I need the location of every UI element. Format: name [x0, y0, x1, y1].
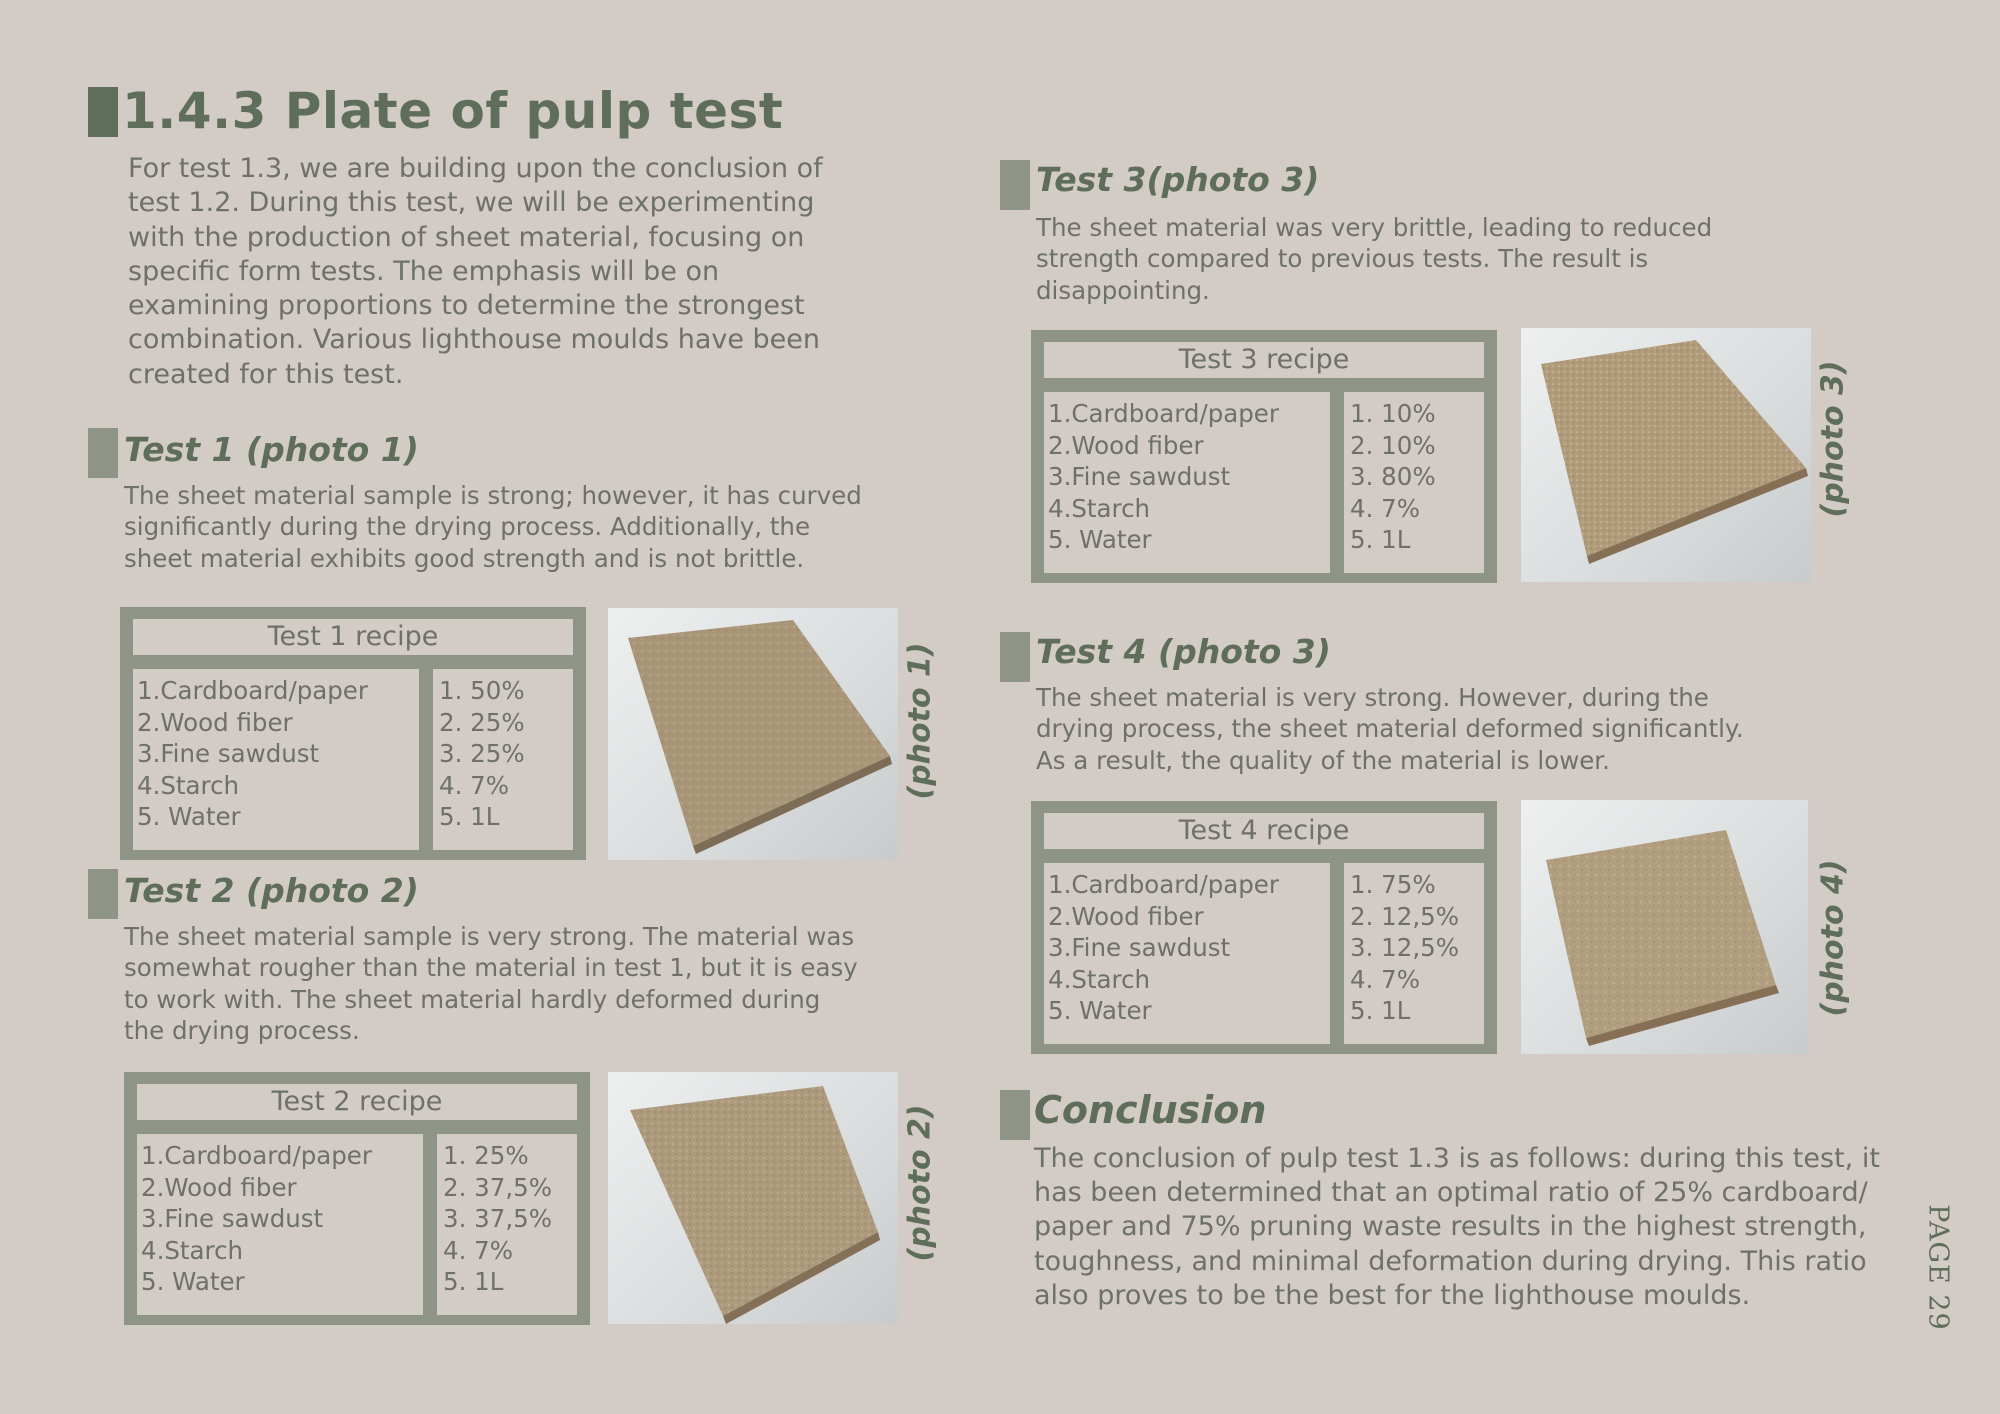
- intro-line: examining proportions to determine the strongest: [128, 290, 805, 322]
- test-2-photo-label: (photo 2): [902, 1104, 938, 1262]
- amount: 2. 12,5%: [1350, 901, 1459, 931]
- intro-line: For test 1.3, we are building upon the conclusion of: [128, 153, 823, 184]
- text-line: disappointing.: [1036, 275, 1210, 305]
- ingredient: 1.Cardboard/paper: [141, 1141, 372, 1170]
- test-2-recipe-table: [124, 1072, 590, 1325]
- test-4-marker: [1000, 632, 1030, 682]
- amount: 5. 1L: [1350, 996, 1411, 1025]
- text-line: drying process, the sheet material deformed significantly.: [1036, 714, 1744, 744]
- intro-line: with the production of sheet material, focusing on: [128, 221, 805, 253]
- test-2-photo: [608, 1072, 898, 1324]
- recipe-title: Test 1 recipe: [133, 619, 573, 655]
- test-1-recipe-table: [120, 607, 586, 860]
- test-4-photo-label: (photo 4): [1815, 859, 1851, 1017]
- test-4-heading: Test 4 (photo 3): [1036, 632, 1331, 671]
- ingredient: 5. Water: [141, 1267, 245, 1296]
- test-4-photo: [1521, 800, 1808, 1054]
- title-marker: [88, 87, 118, 137]
- ingredient: 2.Wood fiber: [137, 707, 293, 737]
- recipe-ingredients: [1044, 392, 1330, 573]
- recipe-ingredients: [133, 669, 419, 850]
- test-3-photo: [1521, 328, 1811, 582]
- test-1-description: [124, 480, 862, 574]
- amount: 5. 1L: [443, 1267, 504, 1296]
- intro-line: combination. Various lighthouse moulds have been: [128, 324, 821, 356]
- text-line: the drying process.: [124, 1015, 360, 1045]
- ingredient: 3.Fine sawdust: [1048, 462, 1231, 491]
- ingredient: 4.Starch: [141, 1235, 244, 1265]
- text-line: The conclusion of pulp test 1.3 is as follows: during this test, it: [1034, 1143, 1880, 1174]
- recipe-ingredients: [137, 1134, 423, 1315]
- text-line: also proves to be the best for the lighthouse moulds.: [1034, 1279, 1751, 1311]
- text-line: somewhat rougher than the material in test 1, but it is easy: [124, 953, 858, 983]
- text-line: has been determined that an optimal ratio of 25% cardboard/: [1034, 1177, 1868, 1209]
- test-3-recipe-table: [1031, 330, 1497, 583]
- test-1-marker: [88, 428, 118, 478]
- test-1-photo: [608, 608, 898, 860]
- text-line: strength compared to previous tests. The result is: [1036, 244, 1649, 274]
- recipe-title: Test 3 recipe: [1044, 342, 1484, 378]
- amount: 2. 25%: [439, 707, 525, 737]
- amount: 5. 1L: [1350, 525, 1411, 554]
- recipe-amounts: [433, 669, 573, 850]
- text-line: to work with. The sheet material hardly deformed during: [124, 984, 821, 1014]
- test-2-description: [124, 921, 858, 1046]
- test-4-recipe-table: [1031, 801, 1497, 1054]
- text-line: The sheet material was very brittle, leading to reduced: [1036, 213, 1713, 242]
- test-3-marker: [1000, 160, 1030, 210]
- ingredient: 3.Fine sawdust: [141, 1204, 324, 1233]
- text-line: The sheet material sample is very strong. The material was: [124, 922, 855, 951]
- test-3-photo-label: (photo 3): [1815, 360, 1851, 518]
- amount: 1. 75%: [1350, 870, 1436, 899]
- test-4-description: [1036, 682, 1744, 776]
- amount: 3. 37,5%: [443, 1204, 552, 1233]
- intro-line: created for this test.: [128, 358, 404, 390]
- conclusion-text: [1034, 1142, 1880, 1313]
- test-3-heading: Test 3(photo 3): [1036, 160, 1320, 199]
- page-number: PAGE 29: [1922, 1204, 1954, 1331]
- intro-line: specific form tests. The emphasis will be on: [128, 255, 720, 287]
- text-line: paper and 75% pruning waste results in the highest strength,: [1034, 1211, 1867, 1243]
- recipe-title: Test 4 recipe: [1044, 813, 1484, 849]
- amount: 5. 1L: [439, 802, 500, 831]
- intro-line: test 1.2. During this test, we will be experimenting: [128, 187, 815, 219]
- ingredient: 5. Water: [1048, 996, 1152, 1025]
- ingredient: 2.Wood fiber: [141, 1172, 297, 1202]
- page-title: 1.4.3 Plate of pulp test: [122, 82, 784, 140]
- recipe-title: Test 2 recipe: [137, 1084, 577, 1120]
- ingredient: 1.Cardboard/paper: [1048, 399, 1279, 428]
- text-line: As a result, the quality of the material is lower.: [1036, 745, 1610, 775]
- ingredient: 5. Water: [1048, 525, 1152, 554]
- amount: 4. 7%: [443, 1235, 514, 1265]
- intro-paragraph: [128, 152, 908, 392]
- text-line: sheet material exhibits good strength and is not brittle.: [124, 543, 805, 573]
- amount: 4. 7%: [1350, 964, 1421, 994]
- ingredient: 3.Fine sawdust: [1048, 933, 1231, 962]
- recipe-amounts: [1344, 392, 1484, 573]
- ingredient: 4.Starch: [1048, 493, 1151, 523]
- recipe-amounts: [437, 1134, 577, 1315]
- test-2-heading: Test 2 (photo 2): [124, 871, 419, 910]
- conclusion-marker: [1000, 1090, 1030, 1140]
- ingredient: 3.Fine sawdust: [137, 739, 320, 768]
- amount: 4. 7%: [439, 770, 510, 800]
- ingredient: 1.Cardboard/paper: [137, 676, 368, 705]
- text-line: significantly during the drying process. Additionally, the: [124, 512, 811, 542]
- ingredient: 5. Water: [137, 802, 241, 831]
- recipe-amounts: [1344, 863, 1484, 1044]
- amount: 3. 80%: [1350, 462, 1436, 491]
- amount: 4. 7%: [1350, 493, 1421, 523]
- test-1-photo-label: (photo 1): [902, 642, 938, 800]
- test-3-description: [1036, 212, 1712, 306]
- text-line: toughness, and minimal deformation during drying. This ratio: [1034, 1245, 1867, 1277]
- amount: 2. 37,5%: [443, 1172, 552, 1202]
- amount: 3. 12,5%: [1350, 933, 1459, 962]
- amount: 1. 25%: [443, 1141, 529, 1170]
- ingredient: 1.Cardboard/paper: [1048, 870, 1279, 899]
- ingredient: 4.Starch: [137, 770, 240, 800]
- amount: 3. 25%: [439, 739, 525, 768]
- test-2-marker: [88, 869, 118, 919]
- ingredient: 4.Starch: [1048, 964, 1151, 994]
- recipe-ingredients: [1044, 863, 1330, 1044]
- ingredient: 2.Wood fiber: [1048, 430, 1204, 460]
- amount: 1. 10%: [1350, 399, 1436, 428]
- amount: 1. 50%: [439, 676, 525, 705]
- amount: 2. 10%: [1350, 430, 1436, 460]
- text-line: The sheet material is very strong. However, during the: [1036, 683, 1709, 712]
- conclusion-heading: Conclusion: [1034, 1088, 1267, 1132]
- text-line: The sheet material sample is strong; however, it has curved: [124, 481, 862, 510]
- test-1-heading: Test 1 (photo 1): [124, 430, 419, 469]
- ingredient: 2.Wood fiber: [1048, 901, 1204, 931]
